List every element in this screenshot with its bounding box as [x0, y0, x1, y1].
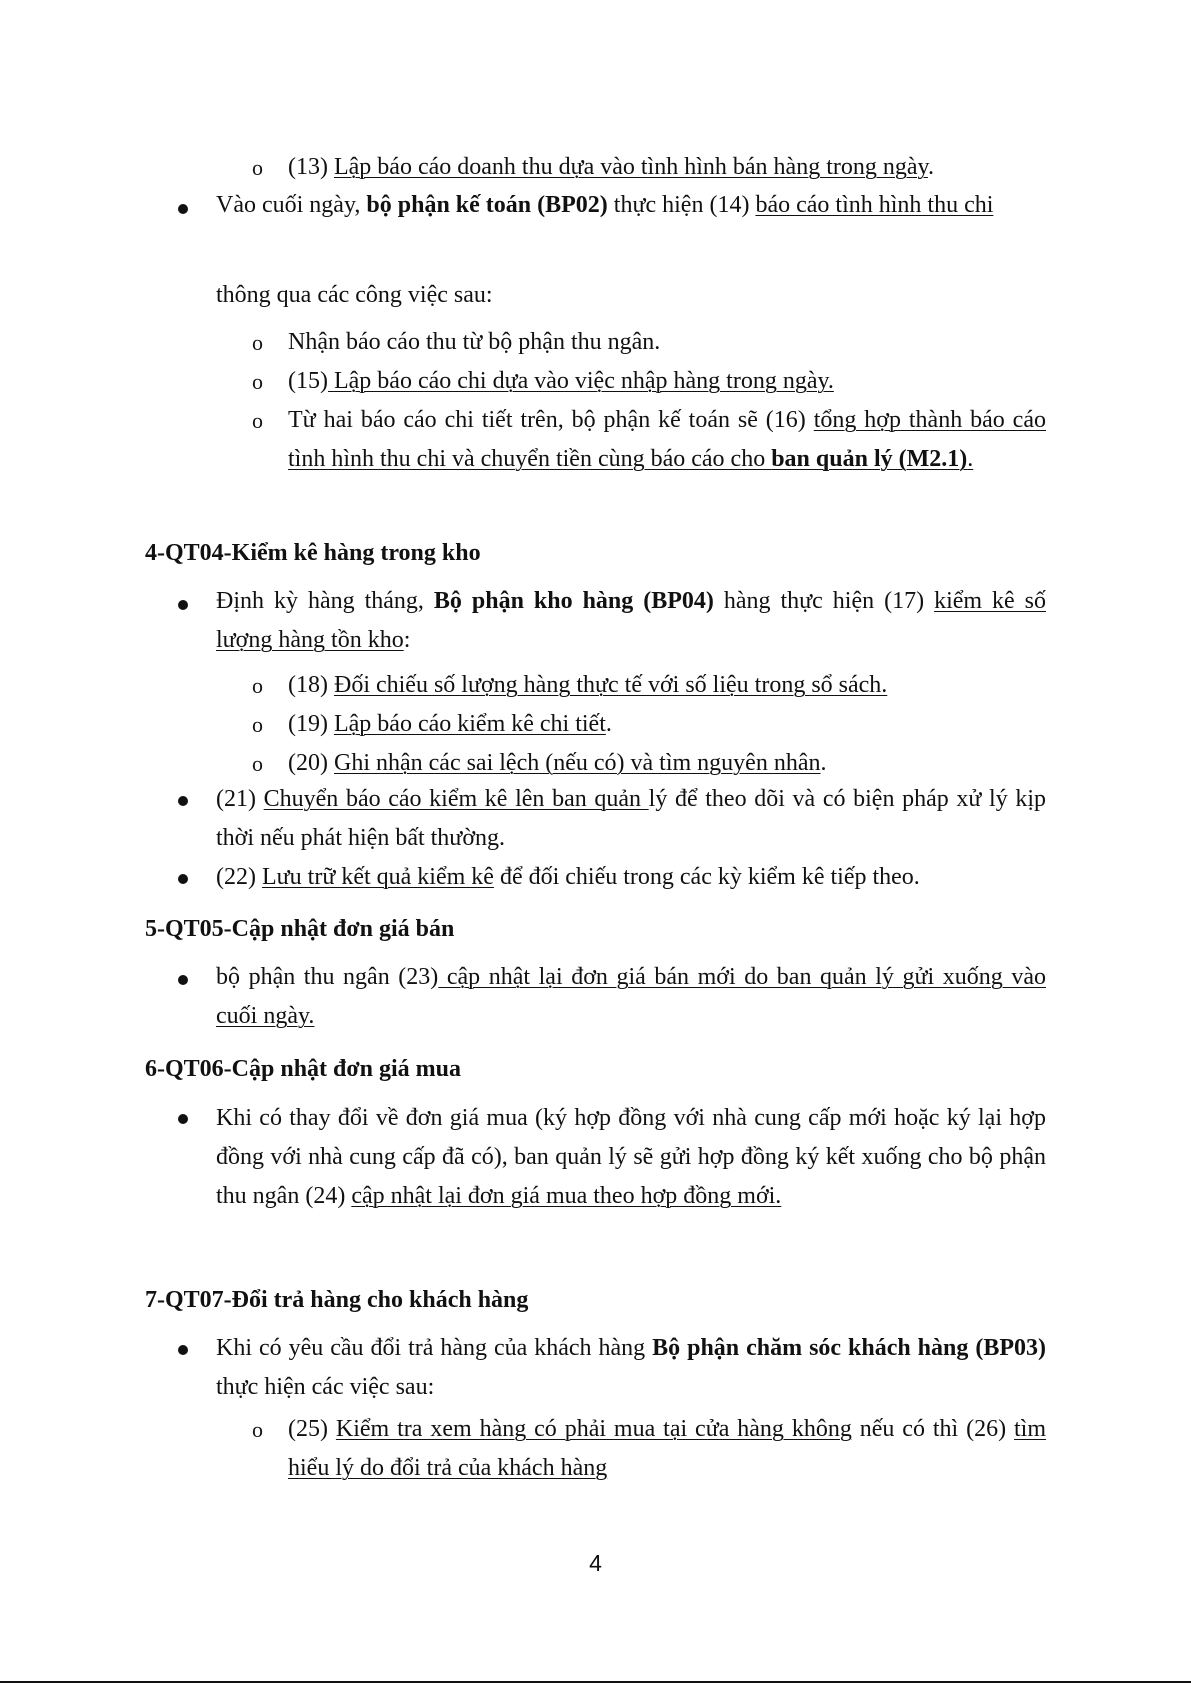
item-21 — [216, 780, 1046, 858]
item-13 — [288, 148, 1046, 187]
item-underlined: báo cáo tình hình thu chi — [755, 192, 994, 218]
item-number: (18) — [288, 672, 334, 698]
item-text: Khi có yêu cầu đổi trả hàng của khách hàng — [216, 1335, 653, 1361]
item-underlined: Lưu trữ kết quả kiểm kê — [261, 864, 494, 890]
item-underlined: tìm hiểu lý do đổi trả của khách hàng — [288, 1416, 1047, 1481]
item-20 — [288, 744, 1046, 783]
bullet-marker — [178, 600, 188, 610]
item-number: (19) — [288, 711, 334, 737]
sub-bullet-marker: o — [252, 1417, 263, 1442]
item-receive: Nhận báo cáo thu từ bộ phận thu ngân. — [288, 329, 661, 355]
sub-bullet-marker: o — [252, 330, 263, 355]
sub-bullet-marker: o — [252, 408, 263, 433]
sub-bullet-marker: o — [252, 369, 263, 394]
item-text: lý để theo dõi và có biện pháp xử lý kịp thời nếu phát hiện bất thường. — [216, 786, 1047, 851]
item-text: Lập báo cáo doanh thu dựa vào tình hình bán hàng trong ngày — [333, 154, 928, 180]
bullet-marker — [178, 796, 188, 806]
section-heading-qt07: 7-QT07-Đổi trả hàng cho khách hàng — [145, 1287, 529, 1313]
item-text: Ghi nhận các sai lệch (nếu có) và tìm nguyên nhân — [333, 750, 821, 776]
item-text: Lập báo cáo kiểm kê chi tiết — [333, 711, 606, 737]
item-17 — [216, 582, 1046, 660]
item-tail: . — [820, 750, 827, 776]
item-tail: . — [967, 446, 974, 472]
item-14 — [216, 186, 1046, 225]
item-bold: Bộ phận kho hàng (BP04) — [433, 588, 714, 614]
item-number: (20) — [288, 750, 334, 776]
page-bottom-rule — [0, 1681, 1191, 1683]
sub-bullet-marker: o — [252, 155, 263, 180]
bullet-marker — [178, 1114, 188, 1124]
item-number: (21) — [216, 786, 264, 812]
item-number: (25) — [288, 1416, 336, 1442]
item-underlined: Kiểm tra xem hàng có phải mua tại cửa hàng không — [335, 1416, 852, 1442]
item-25 — [288, 1410, 1046, 1488]
item-text: để đối chiếu trong các kỳ kiểm kê tiếp theo. — [493, 864, 920, 890]
item-return — [216, 1329, 1046, 1407]
paragraph-text: thông qua các công việc sau: — [216, 282, 493, 308]
section-heading-qt06: 6-QT06-Cập nhật đơn giá mua — [145, 1056, 462, 1082]
item-text: Đối chiếu số lượng hàng thực tế với số liệu trong sổ sách. — [333, 672, 888, 698]
item-text: Vào cuối ngày, — [216, 192, 367, 218]
item-number: (13) — [288, 154, 334, 180]
bullet-marker — [178, 975, 188, 985]
item-18 — [288, 666, 1046, 705]
item-text: Định kỳ hàng tháng, — [216, 588, 434, 614]
item-text: hàng thực hiện (17) — [713, 588, 935, 614]
item-bold: Bộ phận chăm sóc khách hàng (BP03) — [652, 1335, 1046, 1361]
item-text: thực hiện (14) — [607, 192, 756, 218]
item-tail: . — [927, 154, 934, 180]
item-number: (22) — [216, 864, 262, 890]
section-heading-qt04: 4-QT04-Kiểm kê hàng trong kho — [145, 540, 481, 566]
item-tail: : — [403, 627, 411, 653]
item-underlined: cập nhật lại đơn giá mua theo hợp đồng mới. — [351, 1183, 782, 1209]
item-15 — [288, 362, 1046, 401]
item-underlined: tổng hợp thành báo cáo tình hình thu chi và chuyển tiền cùng báo cáo cho — [288, 407, 1046, 472]
item-underlined: Chuyển báo cáo kiểm kê lên ban quản — [263, 786, 649, 812]
sub-bullet-marker: o — [252, 673, 263, 698]
item-23 — [216, 958, 1046, 1036]
item-16 — [288, 401, 1046, 479]
item-underlined: cập nhật lại đơn giá bán mới do ban quản lý gửi xuống vào cuối ngày. — [216, 964, 1046, 1029]
item-underlined: kiểm kê số lượng hàng tồn kho — [216, 588, 1046, 653]
item-text: Lập báo cáo chi dựa vào việc nhập hàng trong ngày. — [327, 368, 834, 394]
sub-bullet-marker: o — [252, 712, 263, 737]
item-tail: . — [605, 711, 612, 737]
item-bold-underlined: ban quản lý (M2.1) — [771, 446, 968, 472]
page-number: 4 — [589, 1550, 602, 1576]
item-bold: bộ phận kế toán (BP02) — [366, 192, 608, 218]
item-text: Khi có thay đổi về đơn giá mua (ký hợp đồng với nhà cung cấp mới hoặc ký lại hợp đồng với nhà cung cấp đã có), ban quản lý sẽ gửi hợp đồng ký kết xuống cho bộ phận thu ngân (24) — [216, 1105, 1046, 1209]
item-text: bộ phận thu ngân (23) — [216, 964, 439, 990]
item-text: Từ hai báo cáo chi tiết trên, bộ phận kế toán sẽ (16) — [288, 407, 814, 433]
item-24 — [216, 1099, 1046, 1216]
item-text: nếu có thì (26) — [851, 1416, 1015, 1442]
item-19 — [288, 705, 1046, 744]
sub-bullet-marker: o — [252, 751, 263, 776]
section-heading-qt05: 5-QT05-Cập nhật đơn giá bán — [145, 916, 455, 942]
bullet-marker — [178, 204, 188, 214]
bullet-marker — [178, 1345, 188, 1355]
item-number: (15) — [288, 368, 328, 394]
item-22 — [216, 858, 1046, 897]
item-text: thực hiện các việc sau: — [216, 1374, 435, 1400]
bullet-marker — [178, 874, 188, 884]
